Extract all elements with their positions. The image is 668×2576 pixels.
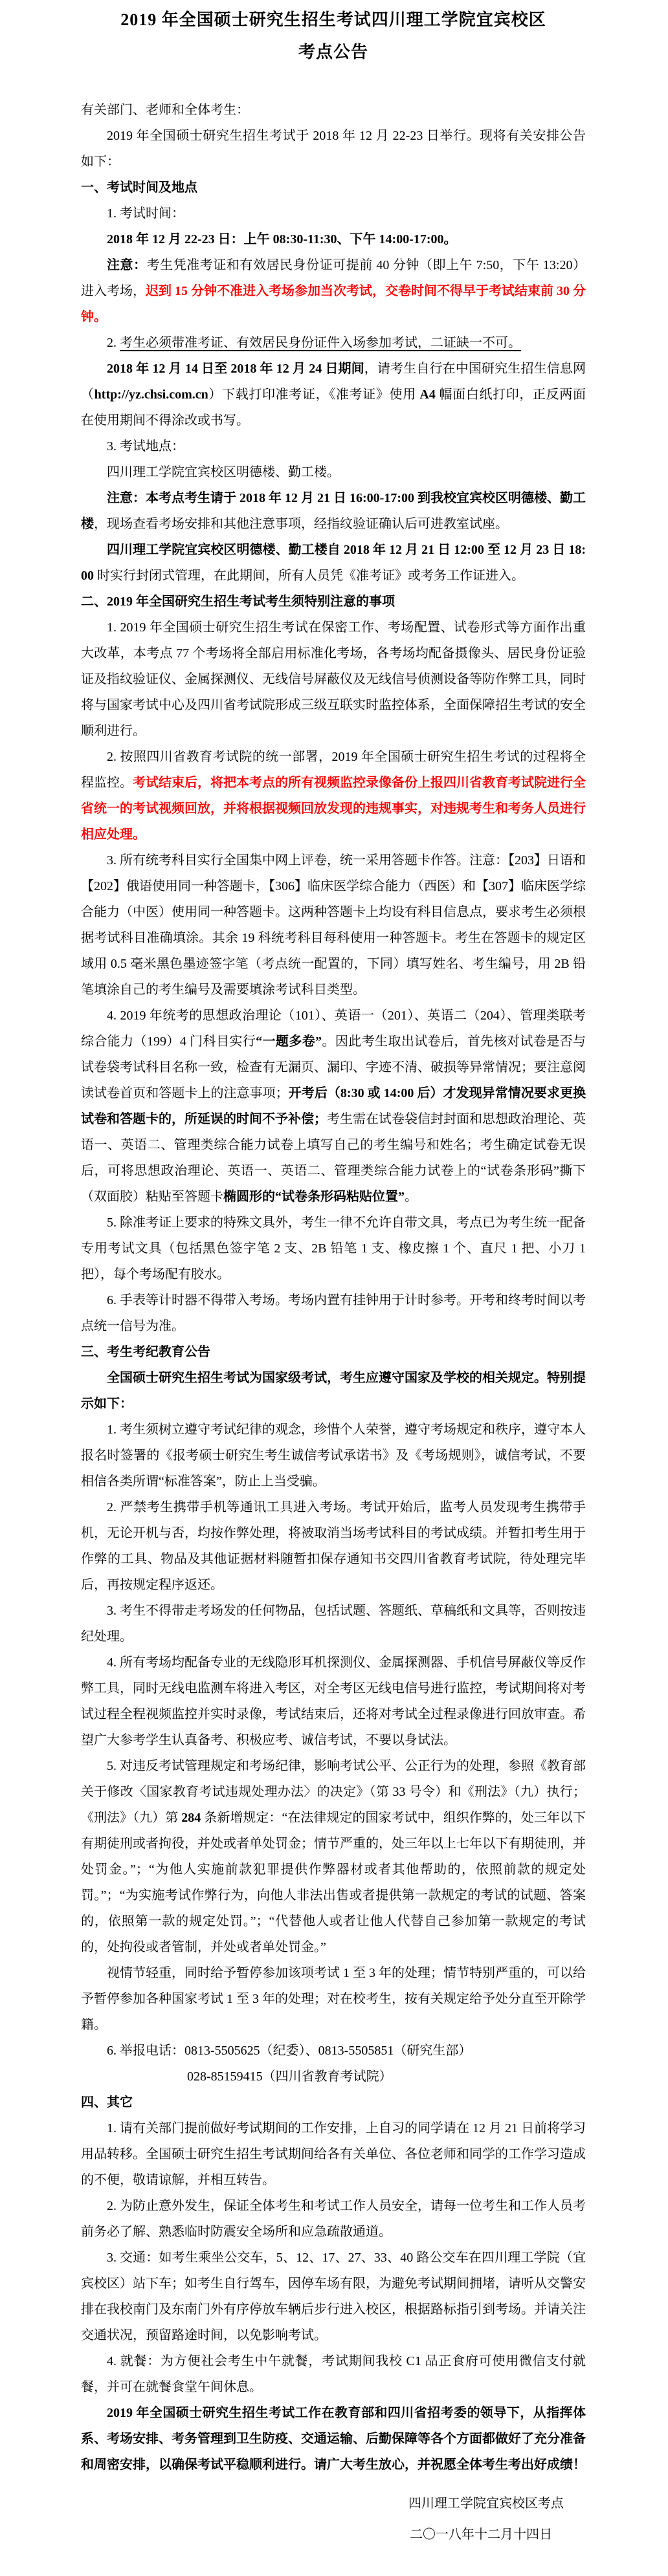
paragraph <box>81 1753 586 1960</box>
text-run: 2. 严禁考生携带手机等通讯工具进入考场。考试开始后，监考人员发现考生携带手机，无论开机与否，均按作弊处理，将被取消当场考试科目的考试成绩。并暂扣考生用于作弊的工具、物品及其他证据材料随暂扣保存通知书交四川省教育考试院，待处理完毕后，再按规定程序返还。 <box>81 1500 586 1592</box>
text-run: 考生需在试卷袋信封封面和思想政治理论、英语一、英语二、管理类综合能力试卷上填写自己的考生编号和姓名；考生确定试卷无误后，可将思想政治理论、英语一、英语二、管理类综合能力试卷上的“试卷条形码”撕下（双面胶）粘贴至答题卡 <box>81 1112 586 1204</box>
section-heading <box>81 2090 586 2115</box>
text-run: 3. 所有统考科目实行全国集中网上评卷，统一采用答题卡作答。注意：【203】日语和【202】俄语使用同一种答题卡，【306】临床医学综合能力（西医）和【307】临床医学综合能力（中医）使用同一种答题卡。这两种答题卡上均设有科目信息点，要求考生必须根据考试科目准确填涂。其余 19 科统考科目每科使用一种答题卡。考生在答题卡的规定区域用 0.5 毫米黑色墨迹签字笔（考点统一配置的，下同）填写姓名、考生编号，用 2B 铅笔填涂自己的考生编号及需要填涂考试科目类型。 <box>81 853 586 997</box>
text-run: 开考后（8:30 或 14:00 后）才发现异常情况要求更换试卷和答题卡的，所延误的时间不予补偿； <box>81 1086 586 1126</box>
paragraph <box>81 1598 586 1650</box>
text-run: 视情节轻重，同时给予暂停参加该项考试 1 至 3 年的处理；情节特别严重的，可以给予暂停参加各种国家考试 1 至 3 年的处理；对在校考生，按有关规定给予处分直至开除学籍。 <box>81 1966 586 2032</box>
paragraph <box>81 2348 586 2400</box>
paragraph <box>81 226 586 252</box>
text-run: 1. 2019 年全国硕士研究生招生考试在保密工作、考场配置、试卷形式等方面作出重大改革，本考点 77 个考场将全部启用标准化考场，各考场均配备摄像头、居民身份证验证及指纹验证仪、金属探测仪、无线信号屏蔽仪及无线信号侦测设备等防作弊工具，同时将与国家考试中心及四川省考试院形成三级互联实时监控体系，全面保障招生考试的安全顺利进行。 <box>81 620 586 738</box>
text-run: 284 <box>181 1811 201 1825</box>
text-run: 。因此考生取出试卷后，首先核对试卷是否与试卷袋考试科目名称一致，检查有无漏页、漏印、字迹不清、破损等异常情况；要注意阅读试卷首页和答题卡上的注意事项； <box>81 1034 586 1100</box>
text-run: 1. 请有关部门提前做好考试期间的工作安排，上自习的同学请在 12 月 21 日前将学习用品转移。全国硕士研究生招生考试期间给各有关单位、各位老师和同学的工作学习造成的不便，敬请谅解，并相互转告。 <box>81 2121 586 2187</box>
text-run: 2019 年全国硕士研究生招生考试于 2018 年 12 月 22-23 日举行。现将有关安排公告如下： <box>81 129 586 169</box>
section-heading <box>81 1339 586 1365</box>
text-run: 全国硕士研究生招生考试为国家级考试，考生应遵守国家及学校的相关规定。特别提示如下： <box>81 1371 586 1411</box>
text-run: 二、2019 年全国研究生招生考试考生须特别注意的事项 <box>81 595 395 609</box>
text-run: 条新增规定：“在法律规定的国家考试中，组织作弊的，处三年以下有期徒刑或者拘役，并处或者单处罚金；情节严重的，处三年以上七年以下有期徒刑，并处罚金。”；“为他人实施前款犯罪提供作弊器材或者其他帮助的，依照前款的规定处罚。”；“为实施考试作弊行为，向他人非法出售或者提供第一款规定的考试的试题、答案的，依照第一款的规定处罚。”；“代替他人或者让他人代替自己参加第一款规定的考试的，处拘役或者管制，并处或者单处罚金。” <box>81 1811 586 1954</box>
paragraph <box>81 201 586 226</box>
text-run: 有关部门、老师和全体考生： <box>81 103 249 117</box>
paragraph <box>81 2064 586 2090</box>
text-run: 三、考生考纪教育公告 <box>81 1345 210 1359</box>
text-run: 1. 考试时间： <box>107 206 184 221</box>
text-run: 考生凭准考证和有效居民身份证可提前 40 分钟（即上午 7:50，下午 13:20）进入考场， <box>81 258 586 298</box>
paragraph <box>81 2115 586 2193</box>
paragraph <box>81 2038 586 2064</box>
text-run: 2019 年全国硕士研究生招生考试工作在教育部和四川省招考委的领导下，从指挥体系、考场安排、考务管理到卫生防疫、交通运输、后勤保障等各个方面都做好了充分准备和周密安排，以确保考试平稳顺利进行。请广大考生放心，并祝愿全体考生考出好成绩！ <box>81 2406 586 2472</box>
text-run: 4. 就餐：为方便社会考生中午就餐，考试期间我校 C1 品正食府可使用微信支付就餐，并可在就餐食堂午间休息。 <box>81 2354 586 2394</box>
text-run: http://yz.chsi.com.cn <box>94 387 208 402</box>
paragraph <box>81 459 586 485</box>
text-run: 6. 手表等计时器不得带入考场。考场内置有挂钟用于计时参考。开考和终考时间以考点统一信号为准。 <box>81 1293 586 1333</box>
paragraph <box>81 330 586 356</box>
text-run: 迟到 15 分钟不准进入考场参加当次考试，交卷时间不得早于考试结束前 30 分钟。 <box>81 284 586 324</box>
text-run: 一、考试时间及地点 <box>81 180 197 195</box>
text-run: 1. 考生须树立遵守考试纪律的观念，珍惜个人荣誉，遵守考场规定和秩序，遵守本人报名时签署的《报考硕士研究生考生诚信考试承诺书》及《考场规则》，诚信考试，不要相信各类所谓“标准答案”，防止上当受骗。 <box>81 1423 586 1489</box>
paragraph <box>81 97 586 123</box>
text-run: 028-85159415（四川省教育考试院） <box>187 2069 392 2084</box>
text-run: 椭圆形的“试卷条形码粘贴位置” <box>223 1190 405 1204</box>
paragraph <box>81 433 586 459</box>
text-run: 时实行封闭式管理，在此期间，所有人员凭《准考证》或考务工作证进入。 <box>94 569 524 583</box>
text-run: ）下载打印准考证，《准考证》使用 <box>208 387 420 402</box>
text-run: 四、其它 <box>81 2095 133 2110</box>
paragraph <box>81 2400 586 2478</box>
text-run: 2018 年 12 月 14 日至 2018 年 12 月 24 日期间 <box>107 362 364 376</box>
text-run: 2. 为防止意外发生，保证全体考生和考试工作人员安全，请每一位考生和工作人员考前务必了解、熟悉临时防震安全场所和应急疏散通道。 <box>81 2199 586 2239</box>
text-run: ，请考生自行在中国研究生招生信息网（ <box>81 362 586 402</box>
paragraph <box>81 537 586 589</box>
paragraph <box>81 1003 586 1210</box>
paragraph <box>81 485 586 537</box>
text-run: 4. 2019 年统考的思想政治理论（101）、英语一（201）、英语二（204）、管理类联考综合能力（199）4 门科目实行 <box>81 1009 586 1049</box>
text-run: 4. 所有考场均配备专业的无线隐形耳机探测仪、金属探测器、手机信号屏蔽仪等反作弊工具，同时无线电监测车将进入考区，对全考区无线电信号进行监控，考试期间将对考试过程全程视频监控并实时录像，考试结束后，还将对考试全过程录像进行回放审查。希望广大参考学生认真备考、积极应考、诚信考试，不要以身试法。 <box>81 1655 586 1747</box>
paragraph <box>81 1417 586 1494</box>
text-run: 2018 年 12 月 22-23 日：上午 08:30-11:30、下午 14:00-17:00。 <box>107 232 457 246</box>
text-run: 5. 除准考证上要求的特殊文具外，考生一律不允许自带文具，考点已为考生统一配备专用考试文具（包括黑色签字笔 2 支、2B 铅笔 1 支、橡皮擦 1 个、直尺 1 把、小刀 1 把），每个考场配有胶水。 <box>81 1216 586 1282</box>
paragraph <box>81 744 586 847</box>
paragraph <box>81 1365 586 1417</box>
paragraph <box>81 123 586 175</box>
text-run: 5. 对违反考试管理规定和考场纪律，影响考试公平、公正行为的处理，参照《教育部关于修改〈国家教育考试违规处理办法〉的决定》（第 33 号令）和《刑法》（九）执行；《刑法》（九）第 <box>81 1759 586 1825</box>
text-run: 幅面白纸打印，正反两面在使用期间不得涂改或书写。 <box>81 387 586 428</box>
text-run: 2. <box>107 336 120 350</box>
paragraph <box>81 1650 586 1753</box>
signature-unit: 四川理工学院宜宾校区考点 <box>408 2496 564 2511</box>
section-heading <box>81 175 586 201</box>
title-line-1: 2019 年全国硕士研究生招生考试四川理工学院宜宾校区 <box>120 10 546 29</box>
paragraph <box>81 2245 586 2348</box>
text-run: 3. 考生不得带走考场发的任何物品，包括试题、答题纸、草稿纸和文具等，否则按违纪处理。 <box>81 1604 586 1644</box>
signature-date: 二〇一八年十二月十四日 <box>410 2527 552 2542</box>
paragraph <box>81 252 586 330</box>
section-heading <box>81 589 586 615</box>
text-run: 考试结束后，将把本考点的所有视频监控录像备份上报四川省教育考试院进行全省统一的考试视频回放，并将根据视频回放发现的违规事实，对违规考生和考务人员进行相应处理。 <box>81 776 586 842</box>
text-run: 。 <box>405 1190 418 1204</box>
paragraph <box>81 1494 586 1598</box>
paragraph <box>81 356 586 433</box>
paragraph <box>81 615 586 744</box>
paragraph <box>81 1210 586 1287</box>
text-run: A4 <box>419 387 436 402</box>
paragraph <box>81 847 586 1003</box>
text-run: 3. 考试地点： <box>107 439 184 453</box>
text-run: 四川理工学院宜宾校区明德楼、勤工楼自 2018 年 12 月 21 日 12:00 至 12 月 23 日 18:00 <box>81 543 586 583</box>
text-run: “一题多卷” <box>256 1034 322 1049</box>
document-title <box>81 4 586 69</box>
text-run: 考生必须带准考证、有效居民身份证件入场参加考试，二证缺一不可。 <box>120 336 521 350</box>
signature-block <box>81 2488 586 2550</box>
text-run: ，现场查看考场安排和其他注意事项，经指纹验证确认后可进教室试座。 <box>94 517 508 531</box>
text-run: 注意： <box>107 258 147 272</box>
text-run: 2. 按照四川省教育考试院的统一部署，2019 年全国硕士研究生招生考试的过程将全程监控。 <box>81 750 586 790</box>
title-line-2: 考点公告 <box>298 43 368 61</box>
text-run: 3. 交通：如考生乘坐公交车，5、12、17、27、33、40 路公交车在四川理工学院（宜宾校区）站下车；如考生自行驾车，因停车场有限，为避免考试期间拥堵，请听从交警安排在我校南门及东南门外有序停放车辆后步行进入校区，根据路标指引到考场。并请关注交通状况，预留路途时间，以免影响考试。 <box>81 2251 586 2342</box>
paragraph <box>81 2193 586 2245</box>
text-run: 四川理工学院宜宾校区明德楼、勤工楼。 <box>107 465 340 479</box>
text-run: 6. 举报电话：0813-5505625（纪委）、0813-5505851（研究生部） <box>107 2044 472 2058</box>
paragraph <box>81 1287 586 1339</box>
paragraph <box>81 1960 586 2038</box>
document-body <box>81 97 586 2478</box>
text-run: 注意：本考点考生请于 2018 年 12 月 21 日 16:00-17:00 到我校宜宾校区明德楼、勤工楼 <box>81 491 586 531</box>
